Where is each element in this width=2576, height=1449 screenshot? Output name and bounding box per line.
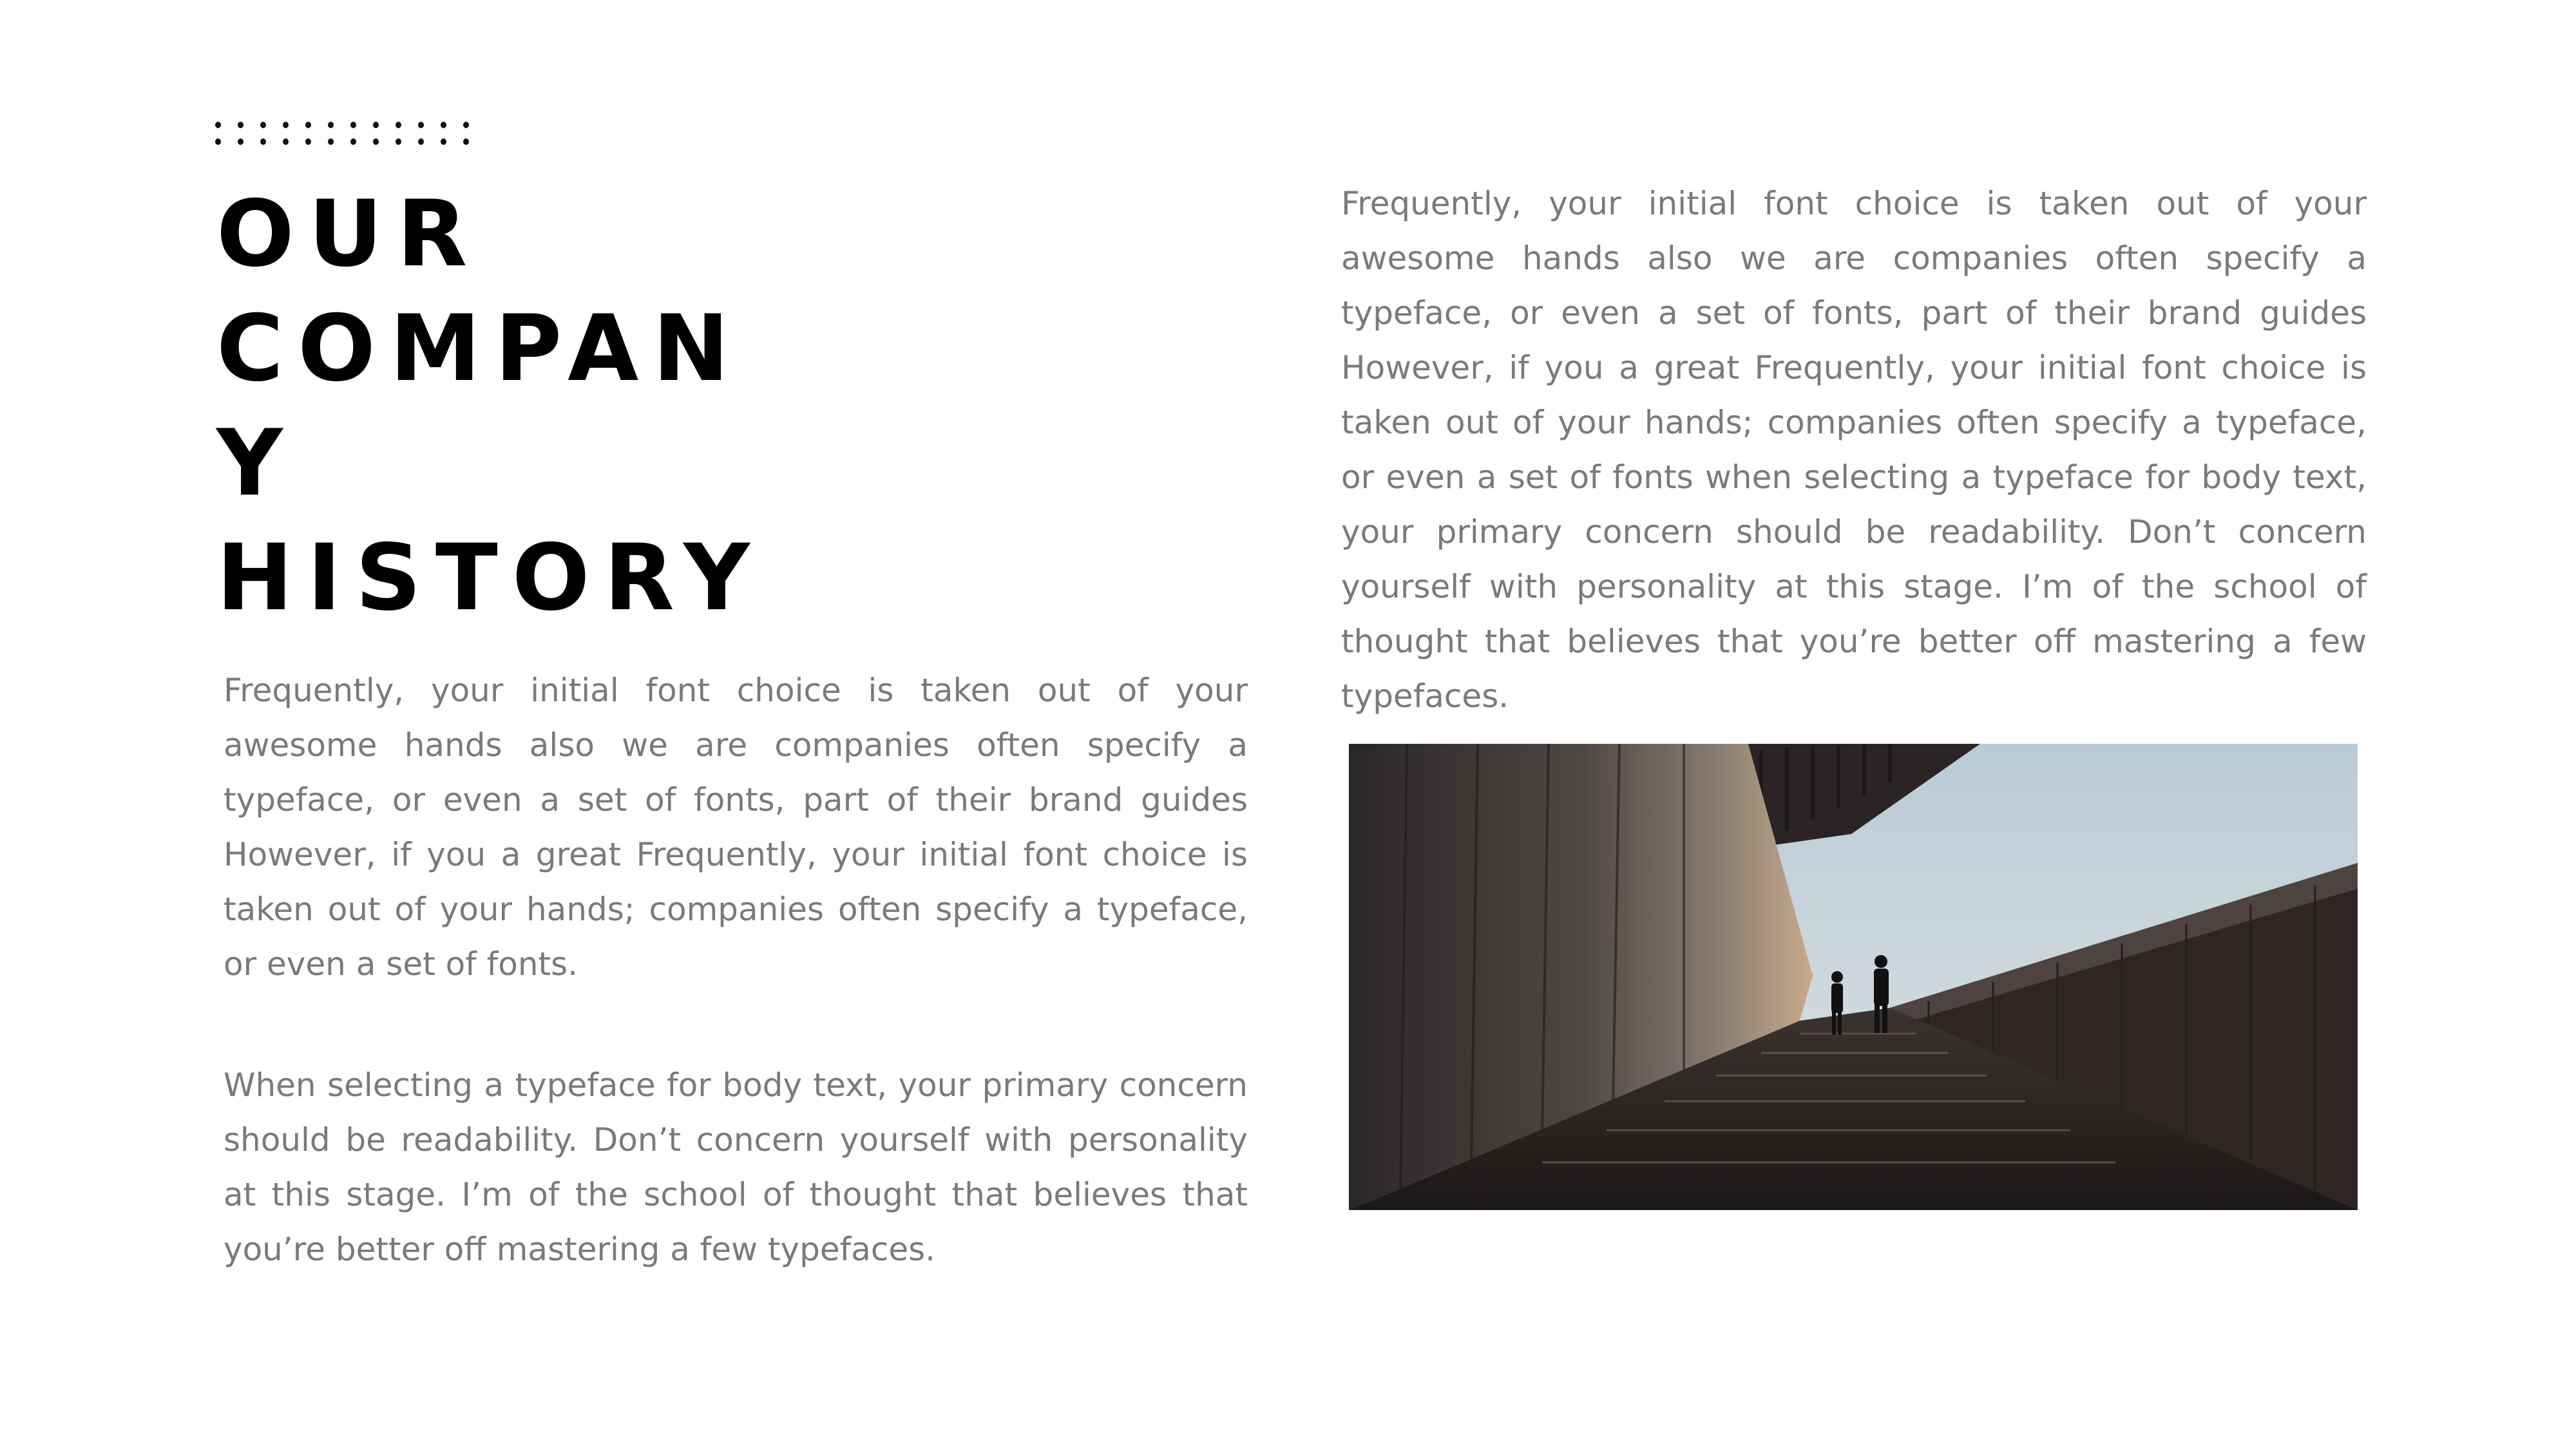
decorative-dot-grid <box>215 122 486 150</box>
right-paragraph: Frequently, your initial font choice is taken out of your awesome hands also we are companies often specify a typeface, or even a set of fonts, part of their brand guides However, if you a great Frequently, your initial font choice is taken out of your hands; companies often specify a typeface, or even a set of fonts when selecting a typeface for body text, your primary concern should be readability. Don’t concern yourself with personality at this stage. I’m of the school of thought that believes that you’re better off mastering a few typefaces. <box>1341 185 2367 715</box>
page-title <box>216 177 783 636</box>
left-paragraph-2: When selecting a typeface for body text, your primary concern should be readability. Don’t concern yourself with personality at this stage. I’m of the school of thought that believes that you’re better off mastering a few typefaces. <box>224 1066 1248 1268</box>
title-line-1: OUR <box>216 181 482 287</box>
title-line-3: Y <box>216 410 297 516</box>
photo-two-people-on-stairs-icon <box>1349 744 2358 1210</box>
left-paragraph-1: Frequently, your initial font choice is taken out of your awesome hands also we are companies often specify a typeface, or even a set of fonts, part of their brand guides However, if you a great Frequently, your initial font choice is taken out of your hands; companies often specify a typeface, or even a set of fonts. <box>224 672 1248 983</box>
title-line-4: HISTORY <box>216 525 764 631</box>
title-line-2: COMPAN <box>216 296 744 402</box>
company-photo <box>1349 744 2358 1210</box>
